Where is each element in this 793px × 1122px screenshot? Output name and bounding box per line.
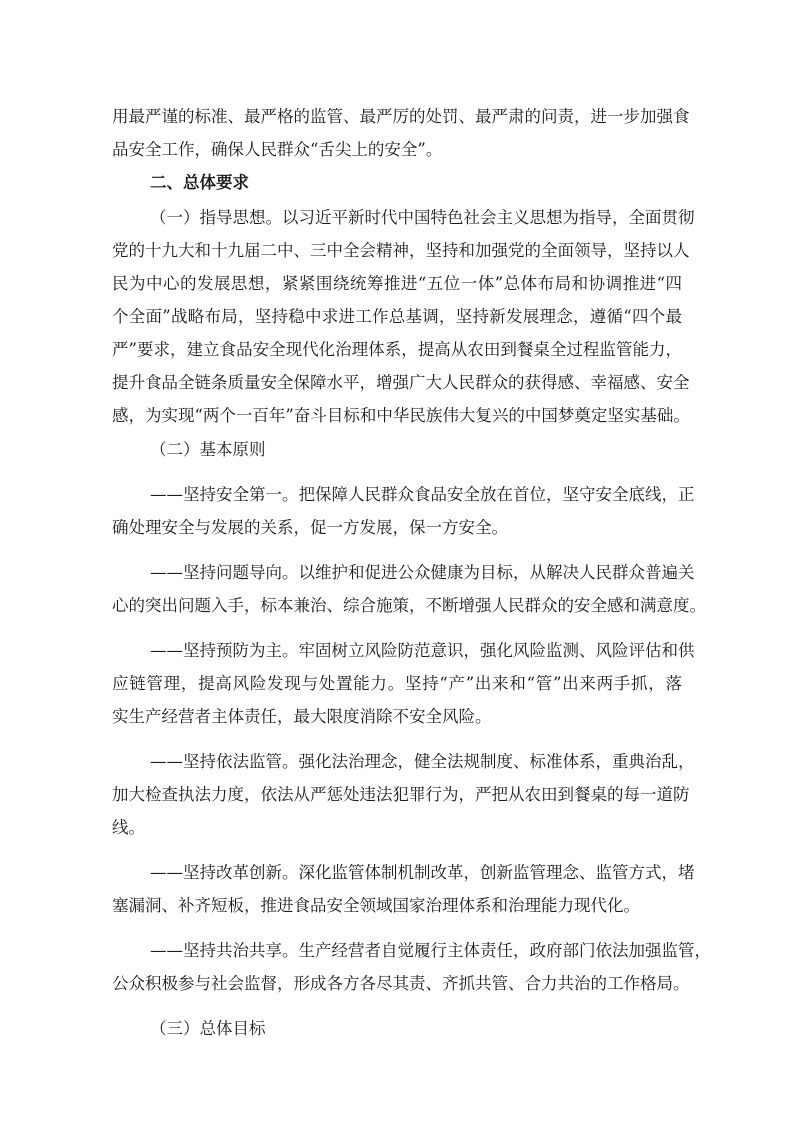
intro-line-1: 用最严谨的标准、最严格的监管、最严厉的处罚、最严肃的问责，进一步加强食 — [112, 107, 690, 126]
guiding-line-7: 感，为实现“两个一百年”奋斗目标和中华民族伟大复兴的中国梦奠定坚实基础。 — [112, 406, 690, 425]
intro-line-2: 品安全工作，确保人民群众“舌尖上的安全”。 — [112, 140, 443, 159]
principle-5-line-1: ——坚持改革创新。深化监管体制机制改革，创新监管理念、监管方式，堵 — [150, 863, 695, 882]
guiding-line-1: （一）指导思想。以习近平新时代中国特色社会主义思想为指导，全面贯彻 — [150, 208, 695, 227]
principle-5-line-2: 塞漏洞、补齐短板，推进食品安全领域国家治理体系和治理能力现代化。 — [112, 896, 640, 915]
guiding-line-3: 民为中心的发展思想，紧紧围绕统筹推进“五位一体”总体布局和协调推进“四 — [112, 274, 682, 293]
guiding-line-6: 提升食品全链条质量安全保障水平，增强广大人民群众的获得感、幸福感、安全 — [112, 373, 690, 392]
principle-2-line-1: ——坚持问题导向。以维护和促进公众健康为目标，从解决人民群众普遍关 — [150, 563, 695, 582]
guiding-line-2: 党的十九大和十九届二中、三中全会精神，坚持和加强党的全面领导，坚持以人 — [112, 241, 690, 260]
principle-3-line-3: 实生产经营者主体责任，最大限度消除不安全风险。 — [112, 707, 492, 726]
guiding-line-5: 严”要求，建立食品安全现代化治理体系，提高从农田到餐桌全过程监管能力， — [112, 340, 682, 359]
principle-6-line-2: 公众积极参与社会监督，形成各方各尽其责、齐抓共管、合力共治的工作格局。 — [112, 974, 690, 993]
principles-heading: （二）基本原则 — [150, 440, 266, 459]
principle-4-line-1: ——坚持依法监管。强化法治理念，健全法规制度、标准体系，重典治乱， — [150, 752, 695, 771]
guiding-line-4: 个全面”战略布局，坚持稳中求进工作总基调，坚持新发展理念，遵循“四个最 — [112, 307, 682, 326]
principle-1-line-2: 确处理安全与发展的关系，促一方发展，保一方安全。 — [112, 518, 508, 537]
principle-3-line-2: 应链管理，提高风险发现与处置能力。坚持“产”出来和“管”出来两手抓，落 — [112, 674, 682, 693]
section-heading: 二、总体要求 — [150, 173, 249, 192]
principle-2-line-2: 心的突出问题入手，标本兼治、综合施策，不断增强人民群众的安全感和满意度。 — [112, 596, 706, 615]
principle-1-line-1: ——坚持安全第一。把保障人民群众食品安全放在首位，坚守安全底线，正 — [150, 485, 695, 504]
principle-4-line-2: 加大检查执法力度，依法从严惩处违法犯罪行为，严把从农田到餐桌的每一道防 — [112, 785, 690, 804]
goals-heading: （三）总体目标 — [150, 1019, 266, 1038]
principle-4-line-3: 线。 — [112, 818, 145, 837]
principle-6-line-1: ——坚持共治共享。生产经营者自觉履行主体责任，政府部门依法加强监管， — [150, 941, 711, 960]
principle-3-line-1: ——坚持预防为主。牢固树立风险防范意识，强化风险监测、风险评估和供 — [150, 641, 695, 660]
